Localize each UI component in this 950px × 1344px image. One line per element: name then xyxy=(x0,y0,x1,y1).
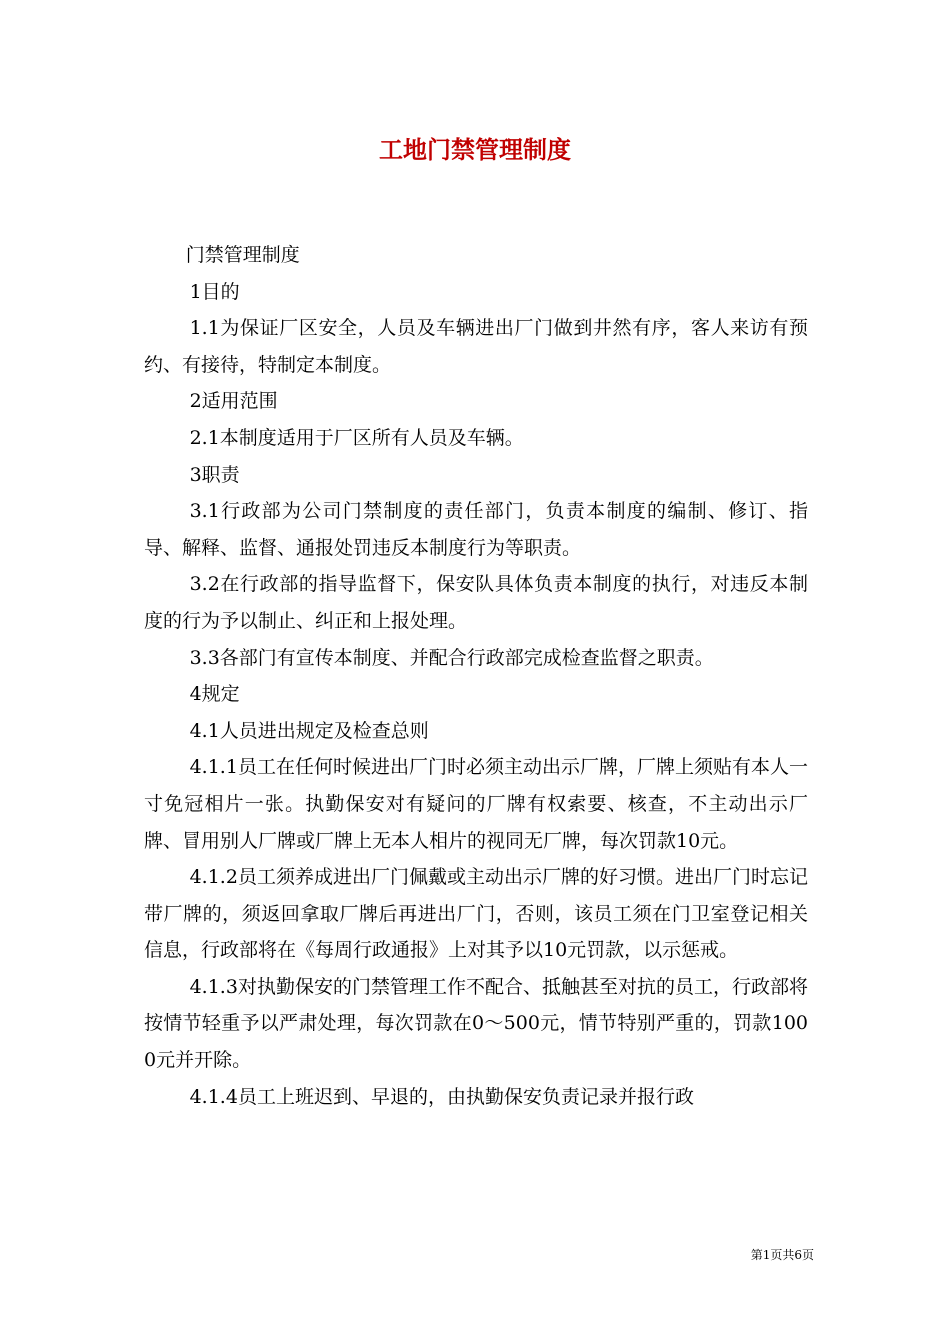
paragraph-2-1: 2.1本制度适用于厂区所有人员及车辆。 xyxy=(189,426,524,449)
document-body xyxy=(144,237,808,1115)
paragraph-4-1: 4.1人员进出规定及检查总则 xyxy=(189,719,429,742)
paragraph-section-4: 4规定 xyxy=(189,683,240,706)
paragraph-section-3: 3职责 xyxy=(189,463,240,486)
paragraph-4-1-3: 4.1.3对执勤保安的门禁管理工作不配合、抵触甚至对抗的员工，行政部将按情节轻重予以严肃处理，每次罚款在0～500元，情节特别严重的，罚款1000元并开除。 xyxy=(144,975,808,1072)
paragraph-3-3: 3.3各部门有宣传本制度、并配合行政部完成检查监督之职责。 xyxy=(189,646,714,669)
paragraph-4-1-1: 4.1.1员工在任何时候进出厂门时必须主动出示厂牌，厂牌上须贴有本人一寸免冠相片一张。执勤保安对有疑问的厂牌有权索要、核查，不主动出示厂牌、冒用别人厂牌或厂牌上无本人相片的视同无厂牌，每次罚款10元。 xyxy=(144,756,808,852)
paragraph-4-1-4: 4.1.4员工上班迟到、早退的，由执勤保安负责记录并报行政 xyxy=(189,1085,694,1108)
paragraph-3-2: 3.2在行政部的指导监督下，保安队具体负责本制度的执行，对违反本制度的行为予以制止、纠正和上报处理。 xyxy=(144,573,808,632)
paragraph-1-1: 1.1为保证厂区安全，人员及车辆进出厂门做到井然有序，客人来访有预约、有接待，特制定本制度。 xyxy=(144,317,808,376)
document-title: 工地门禁管理制度 xyxy=(379,135,571,164)
paragraph-section-2: 2适用范围 xyxy=(189,390,278,413)
paragraph-3-1: 3.1行政部为公司门禁制度的责任部门，负责本制度的编制、修订、指导、解释、监督、通报处罚违反本制度行为等职责。 xyxy=(144,500,808,559)
paragraph-heading-main: 门禁管理制度 xyxy=(185,244,300,266)
paragraph-4-1-2: 4.1.2员工须养成进出厂门佩戴或主动出示厂牌的好习惯。进出厂门时忘记带厂牌的，须返回拿取厂牌后再进出厂门，否则，该员工须在门卫室登记相关信息，行政部将在《每周行政通报》上对其予以10元罚款，以示惩戒。 xyxy=(144,866,808,962)
page-number-footer: 第1页共6页 xyxy=(750,1248,814,1262)
paragraph-section-1: 1目的 xyxy=(189,280,240,303)
